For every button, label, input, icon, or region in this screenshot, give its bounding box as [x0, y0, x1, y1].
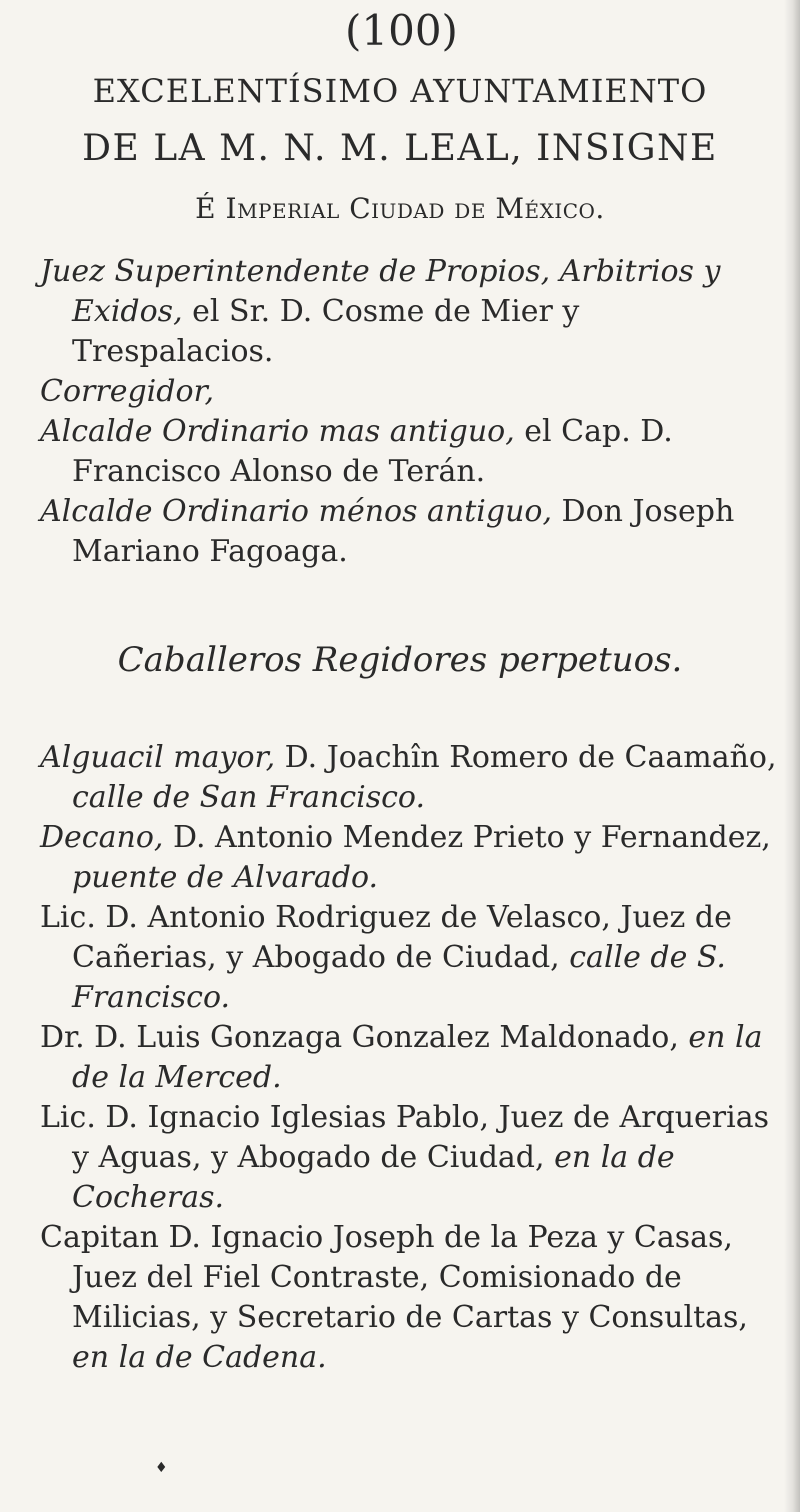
regidor-address: calle de S. Francisco. — [72, 940, 726, 1015]
regidor-text: Lic. D. Antonio Rodriguez de Velasco, Juez de Cañerias, y Abogado de Ciudad, — [40, 900, 732, 975]
regidor-entry — [40, 898, 780, 1018]
regidor-text: Dr. D. Luis Gonzaga Gonzalez Maldonado, — [40, 1020, 689, 1055]
regidor-text: Lic. D. Ignacio Iglesias Pablo, Juez de Arquerias y Aguas, y Abogado de Ciudad, — [40, 1100, 770, 1175]
regidor-address: en la de Cocheras. — [72, 1140, 675, 1215]
official-entry — [40, 492, 780, 572]
regidor-address: puente de Alvarado. — [72, 860, 379, 895]
regidor-entry — [40, 738, 780, 818]
regidores-list — [40, 738, 780, 1378]
heading-line-3: É Imperial Ciudad de México. — [195, 192, 605, 225]
regidor-entry — [40, 1098, 780, 1218]
regidor-text: Capitan D. Ignacio Joseph de la Peza y Casas, Juez del Fiel Contraste, Comisionado de Milicias, y Secretario de Cartas y Consultas, — [40, 1220, 748, 1335]
regidor-entry — [40, 1218, 780, 1378]
regidor-role: Decano, — [40, 820, 164, 855]
official-entry — [40, 412, 780, 492]
heading-line-2: DE LA M. N. M. LEAL, INSIGNE — [82, 128, 718, 169]
page-number: (100) — [345, 6, 458, 55]
official-entry — [40, 252, 780, 372]
official-title: Juez Superintendente de Propios, Arbitrios y Exidos, — [40, 254, 721, 329]
official-title: Alcalde Ordinario ménos antiguo, — [40, 494, 553, 529]
official-name: el Sr. D. Cosme de Mier y Trespalacios. — [72, 294, 580, 369]
page-edge-shadow — [784, 0, 800, 1512]
regidor-role: Alguacil mayor, — [40, 740, 276, 775]
regidor-text: D. Joachîn Romero de Caamaño, — [275, 740, 777, 775]
regidor-text: D. Antonio Mendez Prieto y Fernandez, — [163, 820, 771, 855]
official-entry — [40, 372, 780, 412]
regidor-address: en la de la Merced. — [72, 1020, 763, 1095]
officials-list — [40, 252, 780, 572]
official-name: Don Joseph Mariano Fagoaga. — [72, 494, 735, 569]
regidor-address: calle de San Francisco. — [72, 780, 425, 815]
regidor-address: en la de Cadena. — [72, 1340, 327, 1375]
official-title: Alcalde Ordinario mas antiguo, — [40, 414, 515, 449]
section-title: Caballeros Regidores perpetuos. — [117, 640, 683, 680]
official-title: Corregidor, — [40, 374, 215, 409]
regidor-entry — [40, 818, 780, 898]
official-name: el Cap. D. Francisco Alonso de Terán. — [72, 414, 673, 489]
heading-line-1: EXCELENTÍSIMO AYUNTAMIENTO — [92, 72, 708, 110]
ink-dot: ♦ — [155, 1460, 168, 1476]
regidor-entry — [40, 1018, 780, 1098]
